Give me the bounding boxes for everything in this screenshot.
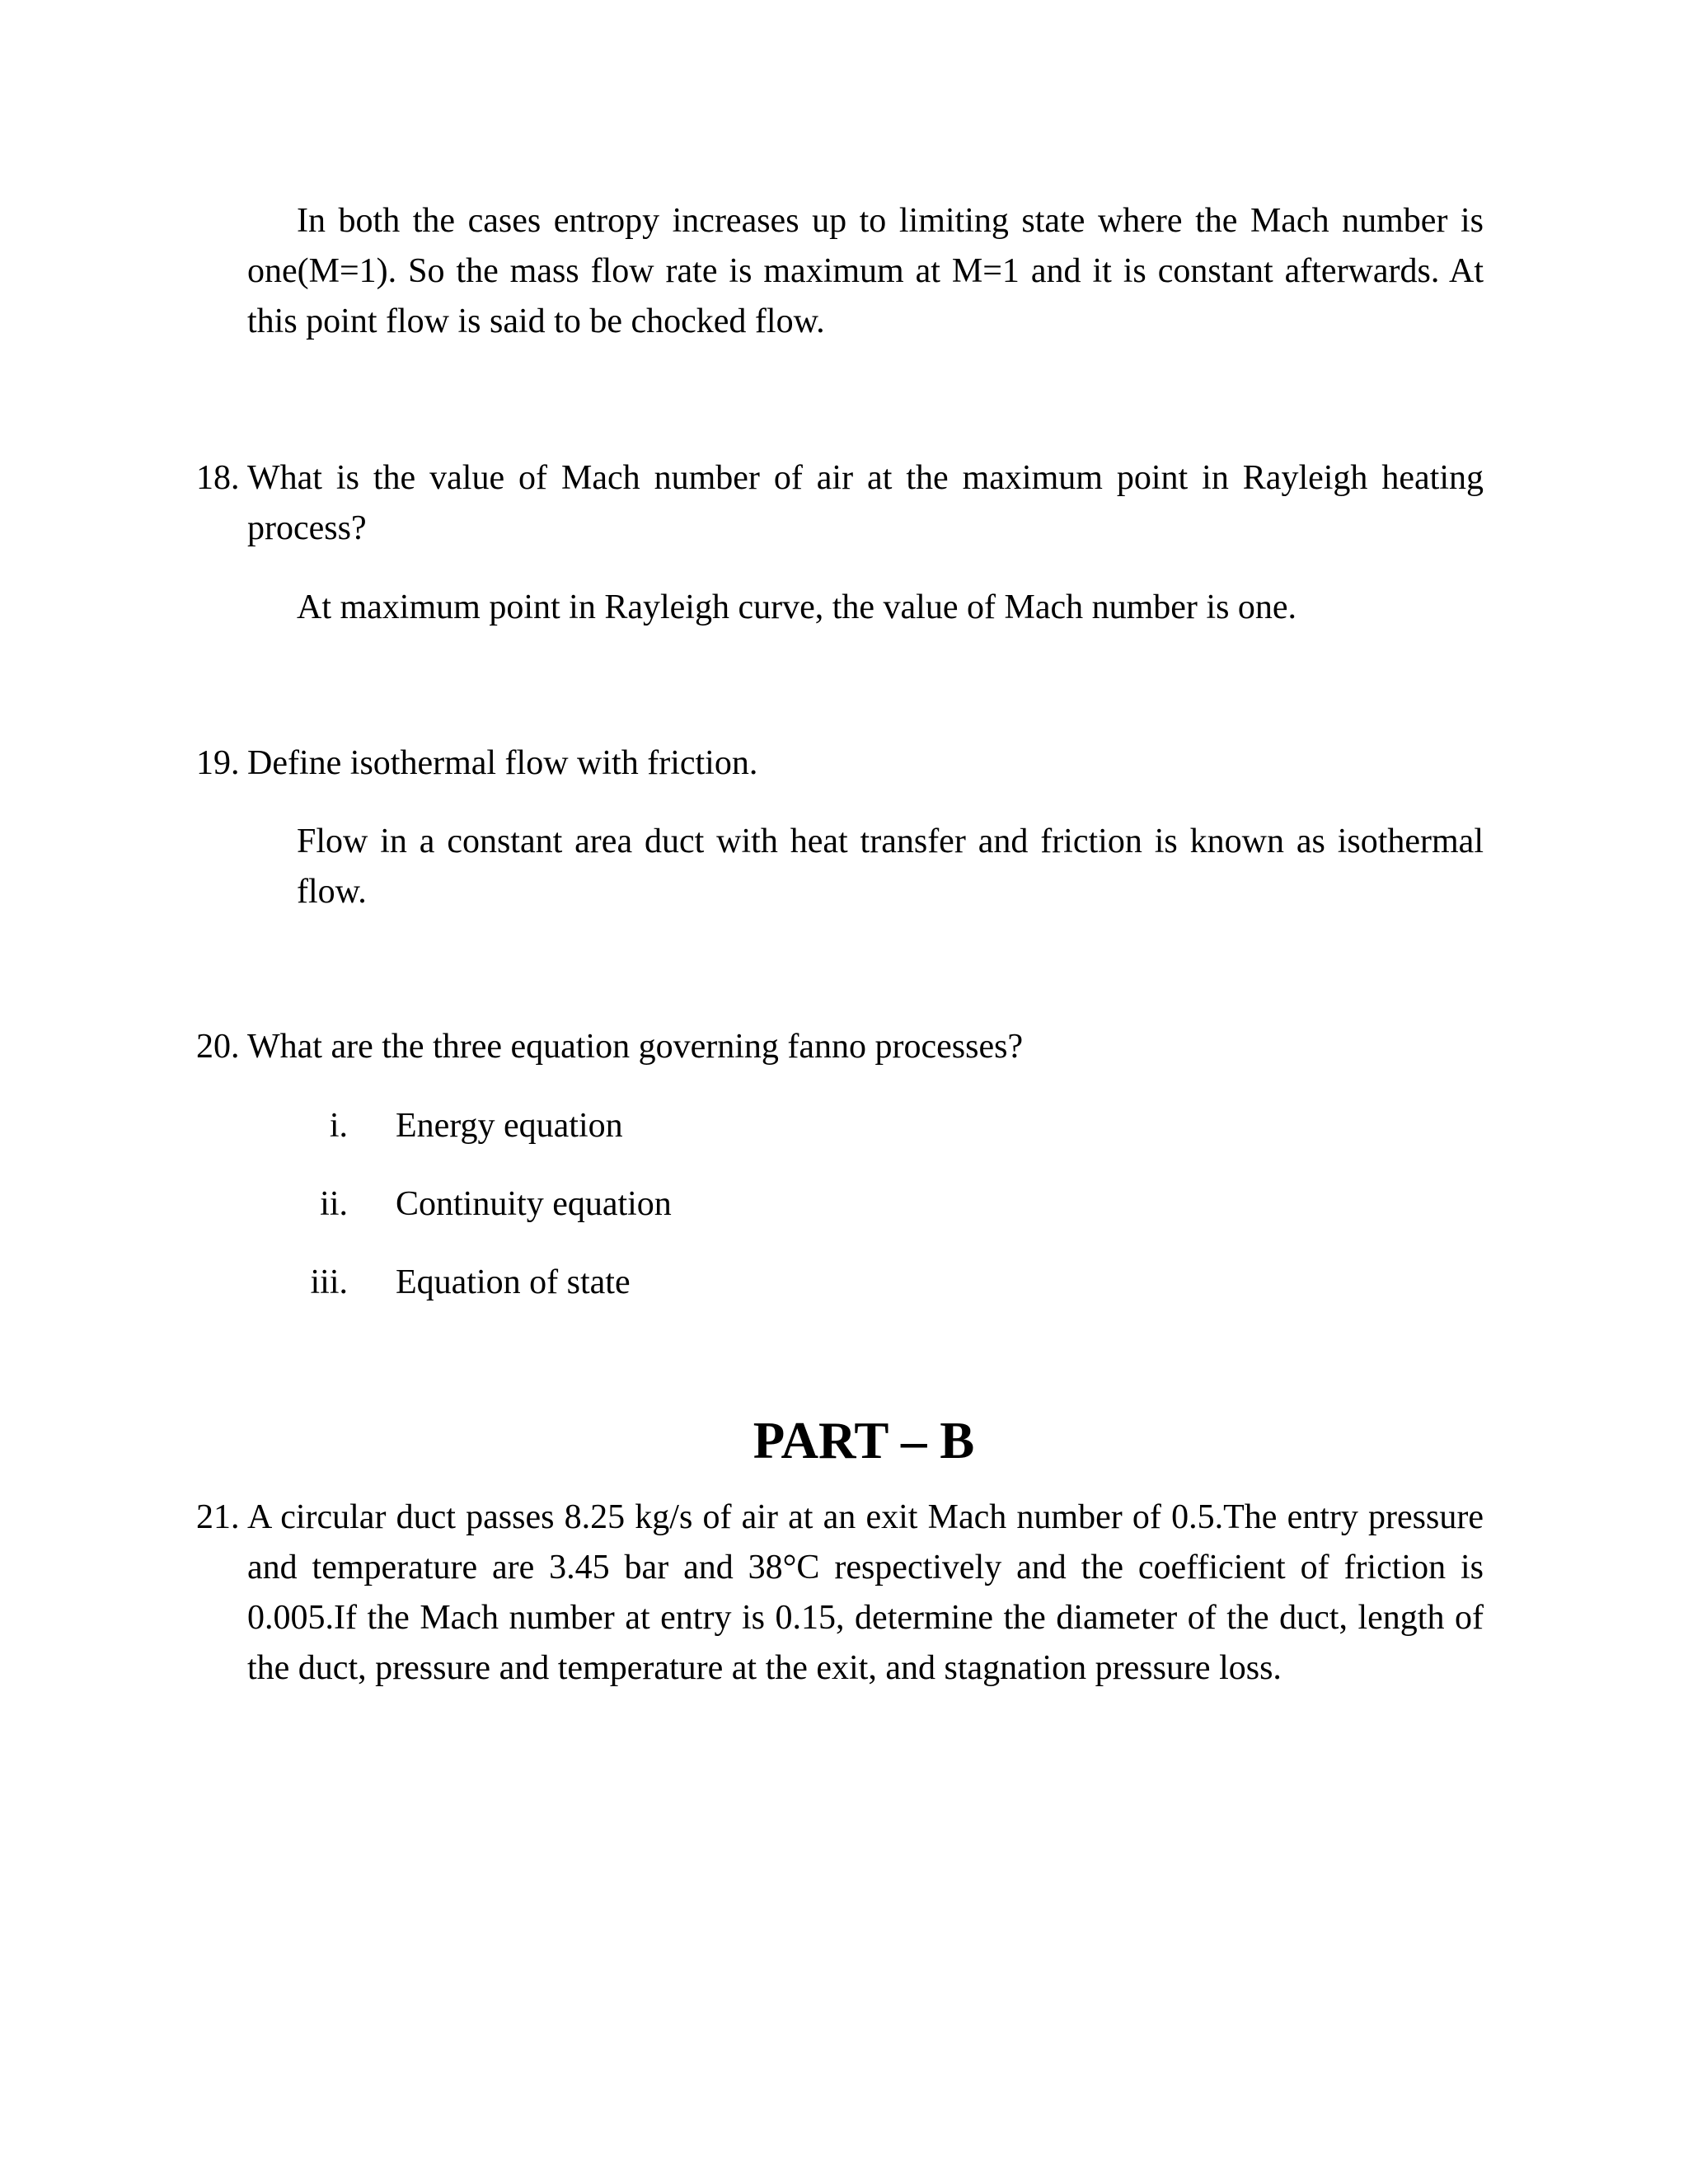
question-text: A circular duct passes 8.25 kg/s of air at an exit Mach number of 0.5.The entry pressure and temperature are 3.45 bar and 38°C respectively and the coefficient of friction is 0.005.If the Mach number at entry is 0.15, determine the diameter of the duct, length of the duct, pressure and temperature at the exit, and stagnation pressure loss.: [247, 1498, 1484, 1687]
question-21: [196, 1493, 1484, 1694]
list-marker: iii.: [310, 1263, 348, 1301]
list-item: [297, 1258, 1121, 1336]
question-18: [196, 453, 1484, 554]
question-number: 19.: [196, 744, 240, 782]
answer-18: At maximum point in Rayleigh curve, the value of Mach number is one.: [297, 588, 1297, 626]
question-text: What is the value of Mach number of air at the maximum point in Rayleigh heating process?: [247, 459, 1484, 547]
question-text: What are the three equation governing fanno processes?: [247, 1028, 1024, 1066]
question-19: [196, 738, 1484, 789]
list-item-text: Equation of state: [396, 1263, 631, 1301]
section-heading: PART – B: [753, 1412, 975, 1469]
list-item: [297, 1101, 1121, 1179]
answer-19: Flow in a constant area duct with heat transfer and friction is known as isothermal flow.: [297, 823, 1484, 911]
list-marker: ii.: [320, 1185, 348, 1223]
question-20: [196, 1022, 1484, 1072]
list-item: [297, 1179, 1121, 1258]
list-item-text: Energy equation: [396, 1107, 623, 1145]
intro-paragraph: In both the cases entropy increases up to limiting state where the Mach number is one(M=1). So the mass flow rate is maximum at M=1 and it is constant afterwards. At this point flow is said to be chocked flow.: [247, 202, 1484, 340]
question-number: 18.: [196, 459, 240, 497]
question-number: 20.: [196, 1028, 240, 1066]
question-number: 21.: [196, 1498, 240, 1536]
list-item-text: Continuity equation: [396, 1185, 672, 1223]
list-marker: i.: [329, 1107, 348, 1145]
question-text: Define isothermal flow with friction.: [247, 744, 758, 782]
fanno-equations-list: [297, 1101, 1121, 1336]
